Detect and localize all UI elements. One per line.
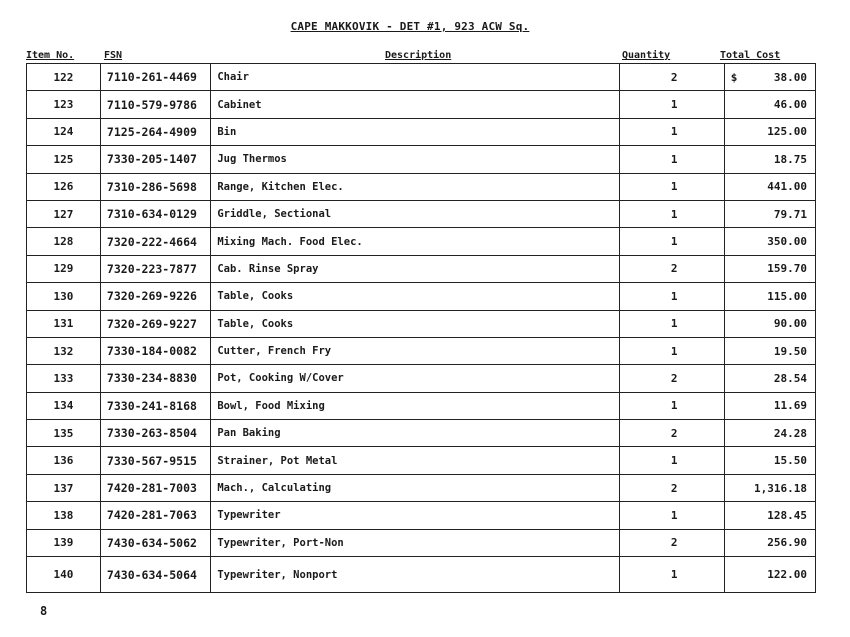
table-row xyxy=(27,529,816,556)
total-cost-cell: 28.54 xyxy=(724,365,815,392)
description-cell: Typewriter, Port-Non xyxy=(211,529,620,556)
fsn-cell: 7420-281-7003 xyxy=(100,474,210,501)
item-number-cell: 132 xyxy=(27,337,101,364)
item-number-cell: 129 xyxy=(27,255,101,282)
item-number-cell: 125 xyxy=(27,146,101,173)
description-cell: Cab. Rinse Spray xyxy=(211,255,620,282)
quantity-cell: 1 xyxy=(620,557,724,593)
item-number-cell: 122 xyxy=(27,64,101,91)
quantity-cell: 1 xyxy=(620,118,724,145)
page-title: CAPE MAKKOVIK - DET #1, 923 ACW Sq. xyxy=(290,20,530,33)
fsn-cell: 7320-222-4664 xyxy=(100,228,210,255)
table-row xyxy=(27,337,816,364)
item-number-cell: 123 xyxy=(27,91,101,118)
total-cost-cell: 46.00 xyxy=(724,91,815,118)
table-row xyxy=(27,91,816,118)
table-row xyxy=(27,420,816,447)
description-cell: Table, Cooks xyxy=(211,310,620,337)
inventory-table xyxy=(26,63,816,593)
description-cell: Jug Thermos xyxy=(211,146,620,173)
item-number-cell: 133 xyxy=(27,365,101,392)
fsn-cell: 7310-286-5698 xyxy=(100,173,210,200)
item-number-cell: 137 xyxy=(27,474,101,501)
quantity-cell: 1 xyxy=(620,228,724,255)
quantity-cell: 2 xyxy=(620,529,724,556)
quantity-cell: 1 xyxy=(620,173,724,200)
total-cost-cell: 122.00 xyxy=(724,557,815,593)
item-number-cell: 128 xyxy=(27,228,101,255)
description-cell: Bin xyxy=(211,118,620,145)
cost-value: 38.00 xyxy=(773,70,807,84)
fsn-cell: 7330-184-0082 xyxy=(100,337,210,364)
description-cell: Mixing Mach. Food Elec. xyxy=(211,228,620,255)
total-cost-cell: 79.71 xyxy=(724,200,815,227)
item-number-cell: 140 xyxy=(27,557,101,593)
item-number-cell: 136 xyxy=(27,447,101,474)
table-row xyxy=(27,474,816,501)
total-cost-cell: 1,316.18 xyxy=(724,474,815,501)
total-cost-cell: 15.50 xyxy=(724,447,815,474)
fsn-cell: 7330-205-1407 xyxy=(100,146,210,173)
description-cell: Range, Kitchen Elec. xyxy=(211,173,620,200)
table-row xyxy=(27,255,816,282)
fsn-cell: 7110-261-4469 xyxy=(100,64,210,91)
quantity-cell: 2 xyxy=(620,474,724,501)
quantity-cell: 1 xyxy=(620,200,724,227)
item-number-cell: 130 xyxy=(27,283,101,310)
fsn-cell: 7330-241-8168 xyxy=(100,392,210,419)
fsn-cell: 7430-634-5064 xyxy=(100,557,210,593)
total-cost-cell: 350.00 xyxy=(724,228,815,255)
description-cell: Strainer, Pot Metal xyxy=(211,447,620,474)
table-row xyxy=(27,228,816,255)
fsn-cell: 7320-269-9226 xyxy=(100,283,210,310)
description-cell: Bowl, Food Mixing xyxy=(211,392,620,419)
table-row xyxy=(27,502,816,529)
total-cost-cell: 90.00 xyxy=(724,310,815,337)
description-cell: Pan Baking xyxy=(211,420,620,447)
item-number-cell: 139 xyxy=(27,529,101,556)
description-cell: Cabinet xyxy=(211,91,620,118)
quantity-cell: 1 xyxy=(620,91,724,118)
header-quantity: Quantity xyxy=(622,50,671,61)
quantity-cell: 1 xyxy=(620,310,724,337)
item-number-cell: 138 xyxy=(27,502,101,529)
item-number-cell: 135 xyxy=(27,420,101,447)
quantity-cell: 1 xyxy=(620,502,724,529)
total-cost-cell: 24.28 xyxy=(724,420,815,447)
item-number-cell: 127 xyxy=(27,200,101,227)
description-cell: Typewriter xyxy=(211,502,620,529)
description-cell: Mach., Calculating xyxy=(211,474,620,501)
table-row xyxy=(27,64,816,91)
total-cost-cell: 11.69 xyxy=(724,392,815,419)
table-row xyxy=(27,310,816,337)
item-number-cell: 124 xyxy=(27,118,101,145)
fsn-cell: 7330-234-8830 xyxy=(100,365,210,392)
currency-symbol: $ xyxy=(730,70,738,84)
page-number: 8 xyxy=(40,604,48,618)
header-fsn: FSN xyxy=(104,50,123,61)
fsn-cell: 7420-281-7063 xyxy=(100,502,210,529)
item-number-cell: 134 xyxy=(27,392,101,419)
total-cost-cell: 18.75 xyxy=(724,146,815,173)
description-cell: Griddle, Sectional xyxy=(211,200,620,227)
quantity-cell: 2 xyxy=(620,255,724,282)
quantity-cell: 1 xyxy=(620,392,724,419)
description-cell: Cutter, French Fry xyxy=(211,337,620,364)
header-total-cost: Total Cost xyxy=(720,50,781,61)
fsn-cell: 7110-579-9786 xyxy=(100,91,210,118)
total-cost-cell: 256.90 xyxy=(724,529,815,556)
table-row xyxy=(27,365,816,392)
total-cost-cell: 115.00 xyxy=(724,283,815,310)
total-cost-cell: 441.00 xyxy=(724,173,815,200)
fsn-cell: 7310-634-0129 xyxy=(100,200,210,227)
table-row xyxy=(27,557,816,593)
table-row xyxy=(27,200,816,227)
total-cost-cell xyxy=(724,64,815,91)
table-row xyxy=(27,283,816,310)
fsn-cell: 7320-269-9227 xyxy=(100,310,210,337)
fsn-cell: 7430-634-5062 xyxy=(100,529,210,556)
quantity-cell: 1 xyxy=(620,283,724,310)
description-cell: Table, Cooks xyxy=(211,283,620,310)
quantity-cell: 2 xyxy=(620,64,724,91)
quantity-cell: 2 xyxy=(620,420,724,447)
description-cell: Typewriter, Nonport xyxy=(211,557,620,593)
item-number-cell: 126 xyxy=(27,173,101,200)
description-cell: Pot, Cooking W/Cover xyxy=(211,365,620,392)
header-description: Description xyxy=(385,50,452,61)
header-item-no: Item No. xyxy=(26,50,75,61)
fsn-cell: 7125-264-4909 xyxy=(100,118,210,145)
total-cost-cell: 125.00 xyxy=(724,118,815,145)
total-cost-cell: 19.50 xyxy=(724,337,815,364)
table-row xyxy=(27,392,816,419)
table-row xyxy=(27,118,816,145)
item-number-cell: 131 xyxy=(27,310,101,337)
table-row xyxy=(27,146,816,173)
total-cost-cell: 159.70 xyxy=(724,255,815,282)
fsn-cell: 7330-263-8504 xyxy=(100,420,210,447)
table-row xyxy=(27,447,816,474)
quantity-cell: 1 xyxy=(620,146,724,173)
quantity-cell: 2 xyxy=(620,365,724,392)
fsn-cell: 7330-567-9515 xyxy=(100,447,210,474)
quantity-cell: 1 xyxy=(620,447,724,474)
description-cell: Chair xyxy=(211,64,620,91)
fsn-cell: 7320-223-7877 xyxy=(100,255,210,282)
quantity-cell: 1 xyxy=(620,337,724,364)
total-cost-cell: 128.45 xyxy=(724,502,815,529)
table-row xyxy=(27,173,816,200)
